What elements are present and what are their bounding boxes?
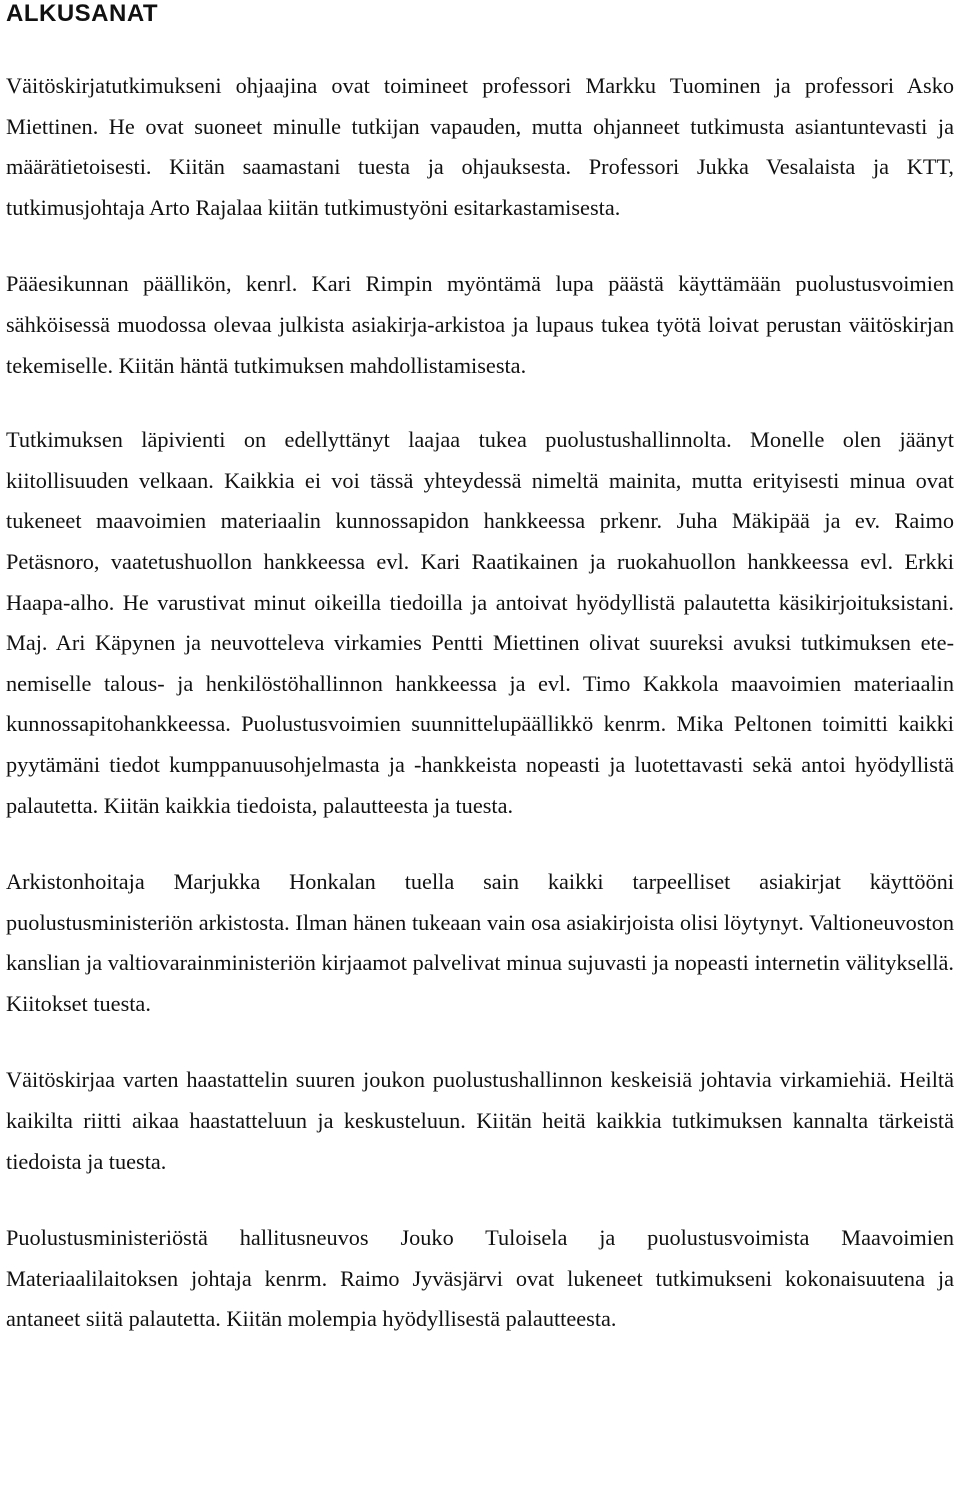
paragraph-archives: Arkistonhoitaja Marjukka Honkalan tuella sain kaikki tarpeelliset asiakirjat käyttööni puolustusministeriön arkistosta. Ilman hänen tukeaan vain osa asiakirjoista olisi löytynyt. Valtioneuvoston kanslian ja valtiovarainministeriön kirjaamot palvelivat minua sujuvasti ja nopeasti internetin välityksellä. Kiitokset tuesta. <box>6 869 954 1016</box>
paragraph-readers: Puolustusministeriöstä hallitusneuvos Jouko Tuloisela ja puolustusvoimista Maavoimien Materiaalilaitoksen johtaja kenrm. Raimo Jyväsjärvi ovat lukeneet tutkimukseni kokonaisuutena ja antaneet siitä palautetta. Kiitän molempia hyödyllisestä palautteesta. <box>6 1225 954 1332</box>
section-heading: ALKUSANAT <box>6 0 159 27</box>
paragraph-interviews: Väitöskirjaa varten haastattelin suuren joukon puolustushallinnon keskeisiä johtavia virkamiehiä. Heiltä kaikilta riitti aikaa haastatteluun ja keskusteluun. Kiitän heitä kaikkia tutkimuksen kannalta tärkeistä tiedoista ja tuesta. <box>6 1067 954 1174</box>
paragraph-permission: Pääesikunnan päällikön, kenrl. Kari Rimpin myöntämä lupa päästä käyttämään puolustusvoimien sähköisessä muodossa olevaa julkista asiakirja-arkistoa ja lupaus tukea työtä loivat perustan väitöskirjan tekemiselle. Kiitän häntä tutkimuksen mahdollistamisesta. <box>6 271 954 378</box>
paragraph-defence-support: Tutkimuksen läpivienti on edellyttänyt laajaa tukea puolustushallinnolta. Monelle olen jäänyt kiitollisuuden velkaan. Kaikkia ei voi tässä yhteydessä nimeltä mainita, mutta erityisesti minua ovat tukeneet maavoimien materiaalin kunnossapidon hankkeessa prkenr. Juha Mäkipää ja ev. Raimo Petäsnoro, vaatetushuollon hankkeessa evl. Kari Raatikainen ja ruokahuollon hankkeessa evl. Erkki Haapa-alho. He varustivat minut oikeilla tiedoilla ja antoivat hyödyllistä palautetta käsikirjoituksistani. Maj. Ari Käpynen ja neuvotteleva virkamies Pentti Miettinen olivat suureksi avuksi tutkimuksen etenemiselle talous- ja henkilöstöhallinnon hankkeessa ja evl. Timo Kakkola maavoimien materiaalin kunnossapitohankkeessa. Puolustusvoimien suunnittelupäällikkö kenrm. Mika Peltonen toimitti kaikki pyytämäni tiedot kumppanuusohjelmasta ja -hankkeista nopeasti ja luotettavasti sekä antoi hyödyllistä palautetta. Kiitän kaikkia tiedoista, palautteesta ja tuesta. <box>6 427 954 818</box>
paragraph-supervisors: Väitöskirjatutkimukseni ohjaajina ovat toimineet professori Markku Tuominen ja professori Asko Miettinen. He ovat suoneet minulle tutkijan vapauden, mutta ohjanneet tutkimusta asiantuntevasti ja määrätietoisesti. Kiitän saamastani tuesta ja ohjauksesta. Professori Jukka Vesalaista ja KTT, tutkimusjohtaja Arto Rajalaa kiitän tutkimustyöni esitarkastamisesta. <box>6 73 954 220</box>
